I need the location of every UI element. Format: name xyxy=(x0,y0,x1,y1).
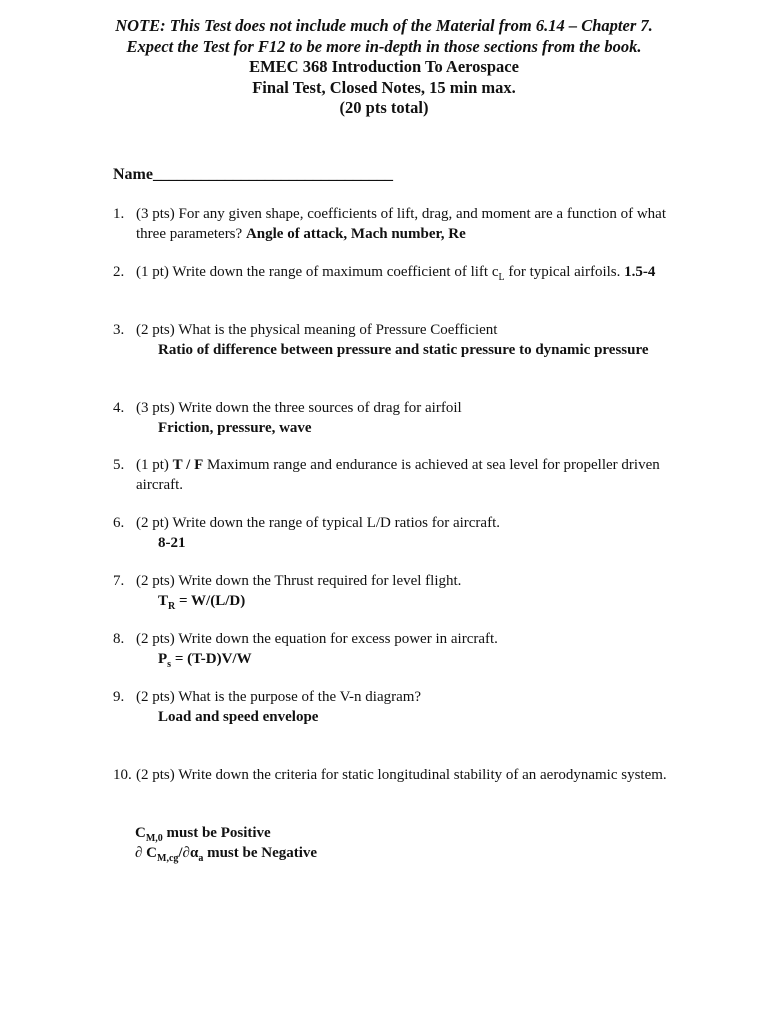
question-1 xyxy=(113,204,673,244)
question-text: (1 pt) Write down the range of maximum coefficient of lift c xyxy=(136,264,499,280)
question-7 xyxy=(113,571,673,611)
header-note: NOTE: This Test does not include much of the Material from 6.14 – Chapter 7. Expect the Test for F12 to be more in-depth in those sections from the book. xyxy=(115,16,653,56)
stability-criterion-1: $C_{M,0}$ must be Positive xyxy=(135,825,271,844)
question-3 xyxy=(113,320,673,360)
question-number: 3. xyxy=(113,322,125,338)
question-6 xyxy=(113,513,673,553)
question-5 xyxy=(113,455,673,495)
answer-text: 1.5-4 xyxy=(624,264,656,280)
question-number: 2. xyxy=(113,264,125,280)
answer-text: 8-21 xyxy=(158,535,186,551)
question-text: (2 pt) Write down the range of typical L/D ratios for aircraft. xyxy=(136,515,500,531)
question-text: for typical airfoils. xyxy=(504,264,625,280)
answer-text: T / F xyxy=(172,457,204,473)
answer-text: Load and speed envelope xyxy=(158,709,319,725)
question-8 xyxy=(113,629,673,669)
test-header xyxy=(100,16,668,119)
question-9 xyxy=(113,687,673,727)
name-field: Name______________________________ xyxy=(113,166,393,183)
question-text: (2 pts) Write down the criteria for static longitudinal stability of an aerodynamic system. xyxy=(136,767,667,783)
answer-text: Ratio of difference between pressure and static pressure to dynamic pressure xyxy=(158,342,649,358)
subscript: L xyxy=(498,272,505,283)
question-number: 7. xyxy=(113,573,125,589)
stability-criterion-2: ∂ $C_{M,cg}/\partial\alpha_a$ must be Negative xyxy=(135,845,318,864)
question-text: (2 pts) What is the purpose of the V-n diagram? xyxy=(136,689,422,705)
question-number: 4. xyxy=(113,400,125,416)
question-number: 1. xyxy=(113,206,125,222)
question-text: (2 pts) Write down the equation for excess power in aircraft. xyxy=(136,631,498,647)
answer-text: $T_R = W/(L/D)$ xyxy=(158,593,246,612)
question-text: (2 pts) What is the physical meaning of Pressure Coefficient xyxy=(136,322,498,338)
question-text: (3 pts) For any given shape, coefficients of lift, drag, and moment are a function of what three parameters? xyxy=(136,206,666,242)
question-number: 5. xyxy=(113,457,125,473)
question-4 xyxy=(113,398,673,438)
points-total: (20 pts total) xyxy=(339,98,429,117)
question-number: 10. xyxy=(113,767,132,783)
question-text: Maximum range and endurance is achieved at sea level for propeller driven aircraft. xyxy=(136,457,660,493)
answer-text: Angle of attack, Mach number, Re xyxy=(245,226,466,242)
question-2 xyxy=(113,262,673,282)
question-number: 6. xyxy=(113,515,125,531)
question-number: 9. xyxy=(113,689,125,705)
question-10 xyxy=(113,765,673,785)
test-info: Final Test, Closed Notes, 15 min max. xyxy=(252,77,516,97)
answer-text: $P_s = (T-D)V/W$ xyxy=(158,651,252,670)
course-title: EMEC 368 Introduction To Aerospace xyxy=(249,57,519,76)
question-text: (2 pts) Write down the Thrust required for level flight. xyxy=(136,573,462,589)
question-text: (1 pt) xyxy=(136,457,173,473)
question-number: 8. xyxy=(113,631,125,647)
answer-text: Friction, pressure, wave xyxy=(158,420,312,436)
question-text: (3 pts) Write down the three sources of drag for airfoil xyxy=(136,400,462,416)
